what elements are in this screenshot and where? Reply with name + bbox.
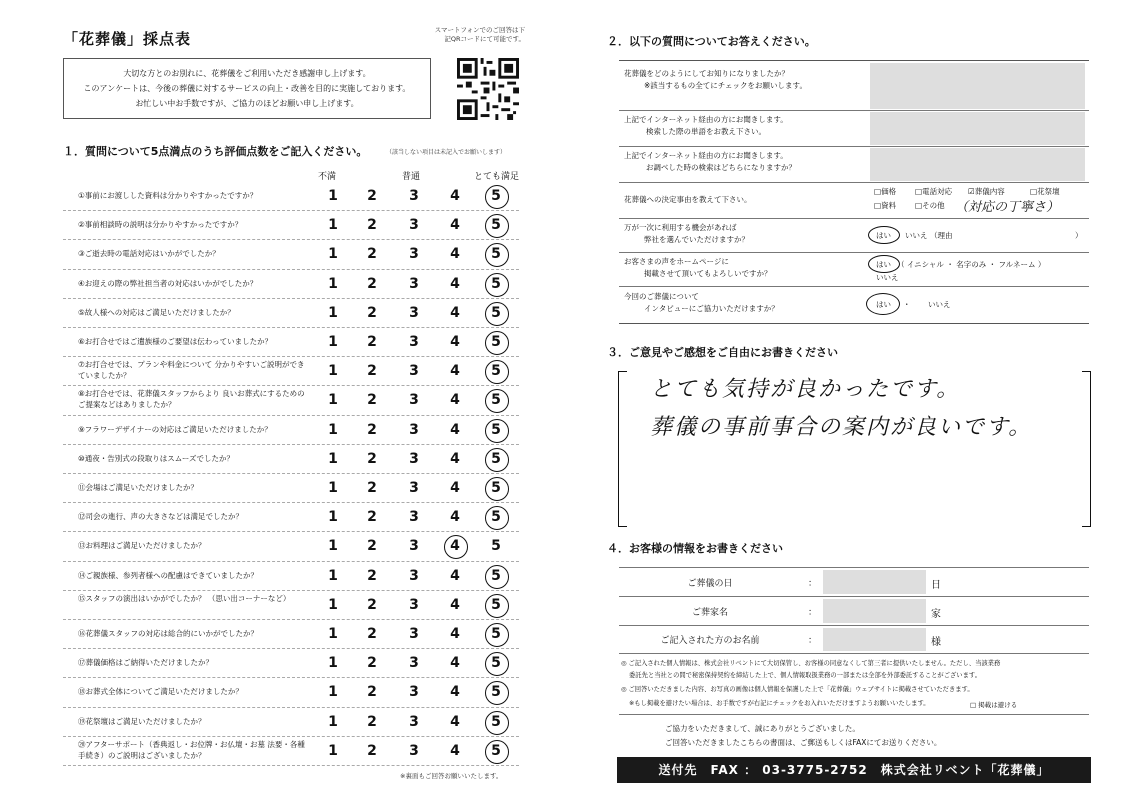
score-18-2[interactable]: 2 <box>367 684 377 701</box>
row-separator <box>63 210 519 211</box>
reuse-no[interactable]: いいえ <box>905 231 928 240</box>
redacted-answer-1 <box>870 63 1085 109</box>
score-4-3[interactable]: 3 <box>409 275 419 292</box>
row-separator <box>63 765 519 766</box>
row-separator <box>63 298 519 299</box>
score-10-5[interactable]: 5 <box>491 450 501 467</box>
score-1-1[interactable]: 1 <box>328 188 338 204</box>
question-11-text: ⑪会場はご満足いただけましたか？ <box>78 483 198 492</box>
reason-option-content[interactable]: ☑葬儀内容 <box>968 187 1005 196</box>
score-13-1[interactable]: 1 <box>328 538 338 555</box>
row-separator <box>63 356 519 357</box>
thanks-line-1: ご協力をいただきまして、誠にありがとうございました。 <box>665 724 860 733</box>
reuse-reason-open: （理由 <box>930 231 953 240</box>
writer-name-label: ご記入された方のお名前 <box>660 636 760 646</box>
row-separator <box>63 531 519 532</box>
score-12-1[interactable]: 1 <box>328 509 338 526</box>
score-9-4[interactable]: 4 <box>450 421 460 438</box>
reason-option-phone[interactable]: □電話対応 <box>915 187 953 196</box>
answer-circle-16 <box>485 623 509 647</box>
score-14-2[interactable]: 2 <box>367 567 377 584</box>
score-13-2[interactable]: 2 <box>367 538 377 555</box>
question-10-text: ⑩通夜・告別式の段取りはスムーズでしたか？ <box>78 453 234 463</box>
score-19-4[interactable]: 4 <box>450 713 460 730</box>
family-name-redacted <box>823 599 926 623</box>
comment-bracket-right <box>1082 371 1091 527</box>
row-separator <box>63 473 519 474</box>
writer-name-suffix: 様 <box>931 637 941 648</box>
funeral-date-redacted <box>823 570 926 594</box>
comment-line-2: 葬儀の事前事合の案内が良いです。 <box>650 415 1033 440</box>
score-7-2[interactable]: 2 <box>367 363 377 380</box>
score-2-2[interactable]: 2 <box>367 217 377 234</box>
score-13-3[interactable]: 3 <box>409 538 419 555</box>
score-3-1[interactable]: 1 <box>328 246 338 263</box>
answer-circle-12 <box>485 506 509 530</box>
comment-line-1: とても気持が良かったです。 <box>650 377 961 402</box>
question-15-text: ⑮スタッフの演出はいかがでしたか？ （思い出コーナーなど） <box>78 593 291 603</box>
score-16-2[interactable]: 2 <box>367 626 377 642</box>
score-18-4[interactable]: 4 <box>450 684 460 701</box>
question-1-text: ①事前にお渡しした資料は分かりやすかったですか？ <box>78 191 258 200</box>
row-separator <box>63 502 519 503</box>
score-5-3[interactable]: 3 <box>409 304 419 321</box>
score-14-5[interactable]: 5 <box>491 567 501 584</box>
section-2-title: ２．以下の質問についてお答えください。 <box>607 35 816 48</box>
score-9-2[interactable]: 2 <box>367 421 377 438</box>
score-10-1[interactable]: 1 <box>328 450 338 467</box>
writer-name-colon: ： <box>808 636 818 646</box>
score-3-3[interactable]: 3 <box>409 246 419 263</box>
score-10-4[interactable]: 4 <box>450 450 460 467</box>
score-8-4[interactable]: 4 <box>450 392 460 409</box>
score-14-4[interactable]: 4 <box>450 567 460 584</box>
reason-option-materials[interactable]: □資料 <box>874 201 897 210</box>
q2-3-text: 上記でインターネット経由の方にお聞きします。 お調べした時の検索はどちらになりますか？ <box>624 151 796 172</box>
answer-circle-11 <box>485 477 509 501</box>
score-13-5[interactable]: 5 <box>491 538 501 555</box>
q2-1-text: 花葬儀をどのようにしてお知りになりましたか？ ※該当するもの全てにチェックをお願いします。 <box>624 69 807 90</box>
section-3-title: ３．ご意見やご感想をご自由にお書きください <box>607 346 838 359</box>
score-2-4[interactable]: 4 <box>450 217 460 234</box>
score-17-5[interactable]: 5 <box>491 655 501 672</box>
answer-circle-7 <box>485 360 509 384</box>
score-15-5[interactable]: 5 <box>491 596 501 613</box>
score-6-1[interactable]: 1 <box>328 334 338 350</box>
answer-circle-14 <box>485 565 509 589</box>
family-name-label: ご葬家名 <box>691 608 728 618</box>
score-2-1[interactable]: 1 <box>328 217 338 234</box>
reason-option-price[interactable]: □価格 <box>874 187 897 196</box>
score-20-5[interactable]: 5 <box>491 742 501 759</box>
score-14-3[interactable]: 3 <box>409 567 419 584</box>
q2-2-text: 上記でインターネット経由の方にお聞きします。 検索した際の単語をお教え下さい。 <box>624 115 788 136</box>
question-5-text: ⑤故人様への対応はご満足いただけましたか？ <box>78 307 235 317</box>
interview-yes-circle <box>866 293 900 315</box>
score-15-4[interactable]: 4 <box>450 596 460 613</box>
row-separator <box>63 444 519 445</box>
answer-circle-13 <box>444 535 468 559</box>
question-16-text: ⑯花葬儀スタッフの対応は総合的にいかがでしたか？ <box>78 629 258 638</box>
reuse-yes[interactable]: はい <box>876 231 891 240</box>
score-8-5[interactable]: 5 <box>491 392 501 409</box>
answer-circle-4 <box>485 273 509 297</box>
intro-line-1: 大切な方とのお別れに、花葬儀をご利用いただき感謝申し上げます。 <box>123 69 371 78</box>
thanks-line-2: ご回答いただきましたこちらの書面は、ご郵送もしくはFAXにてお送りください。 <box>665 738 942 747</box>
score-11-1[interactable]: 1 <box>328 480 338 496</box>
privacy-line-4: ※もし掲載を避けたい場合は、お手数ですが右記にチェックをお入れいただけますようお願いいたします。 <box>629 700 930 707</box>
answer-circle-2 <box>485 214 509 238</box>
page-title: 「花葬儀」採点表 <box>63 30 192 48</box>
question-3-text: ③ご逝去時の電話対応はいかがでしたか？ <box>78 249 220 259</box>
score-5-2[interactable]: 2 <box>367 304 377 321</box>
score-3-2[interactable]: 2 <box>367 246 377 263</box>
question-17-text: ⑰葬儀価格はご納得いただけましたか？ <box>78 658 213 668</box>
publish-yes-circle <box>868 255 900 273</box>
answer-circle-10 <box>485 448 509 472</box>
privacy-line-3: ◎ ご回答いただきました内容、お写真の画像は個人情報を保護した上で「花葬儀」ウェブサイトに掲載させていただきます。 <box>621 686 974 693</box>
question-9-text: ⑨フラワーデザイナーの対応はご満足いただけましたか？ <box>78 424 272 434</box>
score-20-3[interactable]: 3 <box>409 742 419 759</box>
interview-yes[interactable]: はい <box>876 300 891 309</box>
comment-bracket-left <box>618 371 627 527</box>
score-7-1[interactable]: 1 <box>328 363 338 380</box>
score-4-4[interactable]: 4 <box>450 275 460 292</box>
publish-yes[interactable]: はい <box>876 260 891 269</box>
answer-circle-18 <box>485 681 509 705</box>
score-1-4[interactable]: 4 <box>450 188 460 204</box>
question-12-text: ⑫司会の進行、声の大きさなどは満足でしたか？ <box>78 512 243 522</box>
publish-options: （ イニシャル ・ 名字のみ ・ フルネーム ） <box>897 260 1046 269</box>
score-6-4[interactable]: 4 <box>450 334 460 350</box>
score-17-3[interactable]: 3 <box>409 655 419 672</box>
score-19-5[interactable]: 5 <box>491 713 501 730</box>
score-12-4[interactable]: 4 <box>450 509 460 526</box>
score-19-3[interactable]: 3 <box>409 713 419 730</box>
score-2-3[interactable]: 3 <box>409 217 419 234</box>
score-2-5[interactable]: 5 <box>491 217 501 234</box>
question-18-text: ⑱お葬式全体についてご満足いただけましたか？ <box>78 687 243 697</box>
question-2-text: ②事前相談時の説明は分かりやすかったですか？ <box>78 220 243 230</box>
score-18-1[interactable]: 1 <box>328 684 338 701</box>
score-5-4[interactable]: 4 <box>450 304 460 321</box>
score-12-3[interactable]: 3 <box>409 509 419 526</box>
writer-name-redacted <box>823 628 926 651</box>
q2-6-text: お客さまの声をホームページに 掲載させて頂いてもよろしいですか？ <box>624 257 772 278</box>
score-17-2[interactable]: 2 <box>367 655 377 672</box>
question-6-text: ⑥お打合せではご遺族様のご要望は伝わっていましたか？ <box>78 337 273 346</box>
answer-circle-17 <box>485 652 509 676</box>
score-16-4[interactable]: 4 <box>450 626 460 642</box>
score-8-3[interactable]: 3 <box>409 392 419 409</box>
question-13-text: ⑬お料理はご満足いただけましたか？ <box>78 541 206 551</box>
score-8-1[interactable]: 1 <box>328 392 338 409</box>
privacy-line-2: 委託先と当社との間で秘密保持契約を締結した上で、個人情報取扱業務の一部または全部を外部委託することがございます。 <box>629 672 981 679</box>
q2-4-text: 花葬儀への決定事由を教えて下さい。 <box>624 195 752 204</box>
row-separator <box>63 415 519 416</box>
score-15-3[interactable]: 3 <box>409 596 419 613</box>
score-11-2[interactable]: 2 <box>367 480 377 496</box>
score-7-5[interactable]: 5 <box>491 363 501 380</box>
q2-7-text: 今回のご葬儀について インタビューにご協力いただけますか？ <box>624 292 779 313</box>
answer-circle-5 <box>485 302 509 326</box>
score-16-5[interactable]: 5 <box>491 626 501 642</box>
redacted-answer-2 <box>870 112 1085 145</box>
score-17-1[interactable]: 1 <box>328 655 338 672</box>
back-page-note: ※裏面もご回答お願いいたします。 <box>400 772 503 780</box>
answer-circle-8 <box>485 389 509 413</box>
score-4-2[interactable]: 2 <box>367 275 377 292</box>
score-10-2[interactable]: 2 <box>367 450 377 467</box>
score-6-5[interactable]: 5 <box>491 334 501 350</box>
answer-circle-6 <box>485 331 509 355</box>
row-separator <box>63 590 519 591</box>
score-20-1[interactable]: 1 <box>328 742 338 759</box>
score-1-2[interactable]: 2 <box>367 188 377 204</box>
score-9-3[interactable]: 3 <box>409 421 419 438</box>
interview-dot: ・ <box>903 300 911 309</box>
question-19-text: ⑲花祭壇はご満足いただけましたか？ <box>78 716 206 726</box>
score-16-3[interactable]: 3 <box>409 626 419 642</box>
row-separator <box>63 327 519 328</box>
score-18-5[interactable]: 5 <box>491 684 501 701</box>
question-4-text: ④お迎えの際の弊社担当者の対応はいかがでしたか？ <box>78 278 258 288</box>
score-11-3[interactable]: 3 <box>409 480 419 496</box>
row-separator <box>63 239 519 240</box>
question-14-text: ⑭ご親族様、参列者様への配慮はできていましたか？ <box>78 570 258 580</box>
scale-low-label: 不満 <box>318 172 337 182</box>
reuse-reason-close: ） <box>1075 231 1083 240</box>
score-9-1[interactable]: 1 <box>328 421 338 438</box>
score-19-1[interactable]: 1 <box>328 713 338 730</box>
score-9-5[interactable]: 5 <box>491 421 501 438</box>
row-separator <box>63 561 519 562</box>
score-13-4[interactable]: 4 <box>450 538 460 555</box>
question-7-text: ⑦お打合せでは、プランや料金について 分かりやすいご説明ができていましたか？ <box>78 360 305 381</box>
score-12-2[interactable]: 2 <box>367 509 377 526</box>
funeral-date-suffix: 日 <box>931 580 941 591</box>
answer-circle-15 <box>485 594 509 618</box>
score-15-1[interactable]: 1 <box>328 596 338 613</box>
score-1-3[interactable]: 3 <box>409 188 419 204</box>
redacted-answer-3 <box>870 148 1085 181</box>
score-6-2[interactable]: 2 <box>367 334 377 350</box>
score-19-2[interactable]: 2 <box>367 713 377 730</box>
scale-high-label: とても満足 <box>474 172 520 182</box>
row-separator <box>63 269 519 270</box>
score-8-2[interactable]: 2 <box>367 392 377 409</box>
funeral-date-label: ご葬儀の日 <box>687 579 733 589</box>
answer-circle-19 <box>485 711 509 735</box>
reason-option-flower-altar[interactable]: □花祭壇 <box>1030 187 1060 196</box>
score-4-5[interactable]: 5 <box>491 275 501 292</box>
score-4-1[interactable]: 1 <box>328 275 338 292</box>
qr-code[interactable] <box>457 58 519 120</box>
score-10-3[interactable]: 3 <box>409 450 419 467</box>
score-18-3[interactable]: 3 <box>409 684 419 701</box>
score-1-5[interactable]: 5 <box>491 188 501 204</box>
funeral-date-colon: ： <box>808 579 818 589</box>
score-11-4[interactable]: 4 <box>450 480 460 496</box>
score-12-5[interactable]: 5 <box>491 509 501 526</box>
section-4-title: ４．お客様の情報をお書きください <box>607 542 783 555</box>
intro-line-3: お忙しい中お手数ですが、ご協力のほどお願い申し上げます。 <box>135 99 359 108</box>
answer-circle-20 <box>485 740 509 764</box>
row-separator <box>63 736 519 737</box>
row-separator <box>63 385 519 386</box>
reuse-yes-circle <box>868 226 900 244</box>
fax-footer-bar: 送付先 FAX ： 03-3775-2752 株式会社リベント「花葬儀」 <box>617 757 1091 783</box>
answer-circle-3 <box>485 243 509 267</box>
score-3-4[interactable]: 4 <box>450 246 460 263</box>
score-20-4[interactable]: 4 <box>450 742 460 759</box>
row-separator <box>63 648 519 649</box>
intro-line-2: このアンケートは、今後の葬儀に対するサービスの向上・改善を目的に実施しております。 <box>83 84 411 93</box>
interview-no[interactable]: いいえ <box>928 300 951 309</box>
score-20-2[interactable]: 2 <box>367 742 377 759</box>
question-8-text: ⑧お打合せでは、花葬儀スタッフからより 良いお葬式にするためのご提案などはありましたか？ <box>78 389 305 410</box>
opt-out-checkbox[interactable]: □ 掲載は避ける <box>970 701 1018 709</box>
answer-circle-1 <box>485 185 509 209</box>
section-1-note: （該当しない項目は未記入でお願いします） <box>386 149 507 156</box>
score-17-4[interactable]: 4 <box>450 655 460 672</box>
score-6-3[interactable]: 3 <box>409 334 419 350</box>
score-5-5[interactable]: 5 <box>491 304 501 321</box>
score-3-5[interactable]: 5 <box>491 246 501 263</box>
score-15-2[interactable]: 2 <box>367 596 377 613</box>
score-11-5[interactable]: 5 <box>491 480 501 496</box>
reason-handwritten: （対応の丁寧さ） <box>955 200 1060 215</box>
q2-5-text: 万が一次に利用する機会があれば 弊社を選んでいただけますか？ <box>624 223 749 244</box>
answer-circle-9 <box>485 419 509 443</box>
intro-box <box>63 58 431 119</box>
family-name-suffix: 家 <box>931 609 941 620</box>
scale-mid-label: 普通 <box>402 172 421 182</box>
reason-option-other[interactable]: □その他 <box>915 201 945 210</box>
family-name-colon: ： <box>808 608 818 618</box>
score-16-1[interactable]: 1 <box>328 626 338 642</box>
score-7-4[interactable]: 4 <box>450 363 460 380</box>
section-1-title: １．質問について5点満点のうち評価点数をご記入ください。 <box>63 145 368 158</box>
row-separator <box>63 707 519 708</box>
publish-no[interactable]: いいえ <box>876 273 899 282</box>
score-14-1[interactable]: 1 <box>328 567 338 584</box>
row-separator <box>63 619 519 620</box>
question-20-text: ⑳アフターサポート（香典返し・お位牌・お仏壇・お墓 法要・各種手続き）のご説明はございましたか？ <box>78 739 305 760</box>
privacy-line-1: ◎ ご記入された個人情報は、株式会社リベントにて大切保管し、お客様の同意なくして第三者に提供いたしません。ただし、当該業務 <box>621 660 1001 667</box>
row-separator <box>63 677 519 678</box>
score-5-1[interactable]: 1 <box>328 304 338 321</box>
score-7-3[interactable]: 3 <box>409 363 419 380</box>
qr-note: スマートフォンでのご回答は下記QRコードにて可能です。 <box>434 26 525 43</box>
